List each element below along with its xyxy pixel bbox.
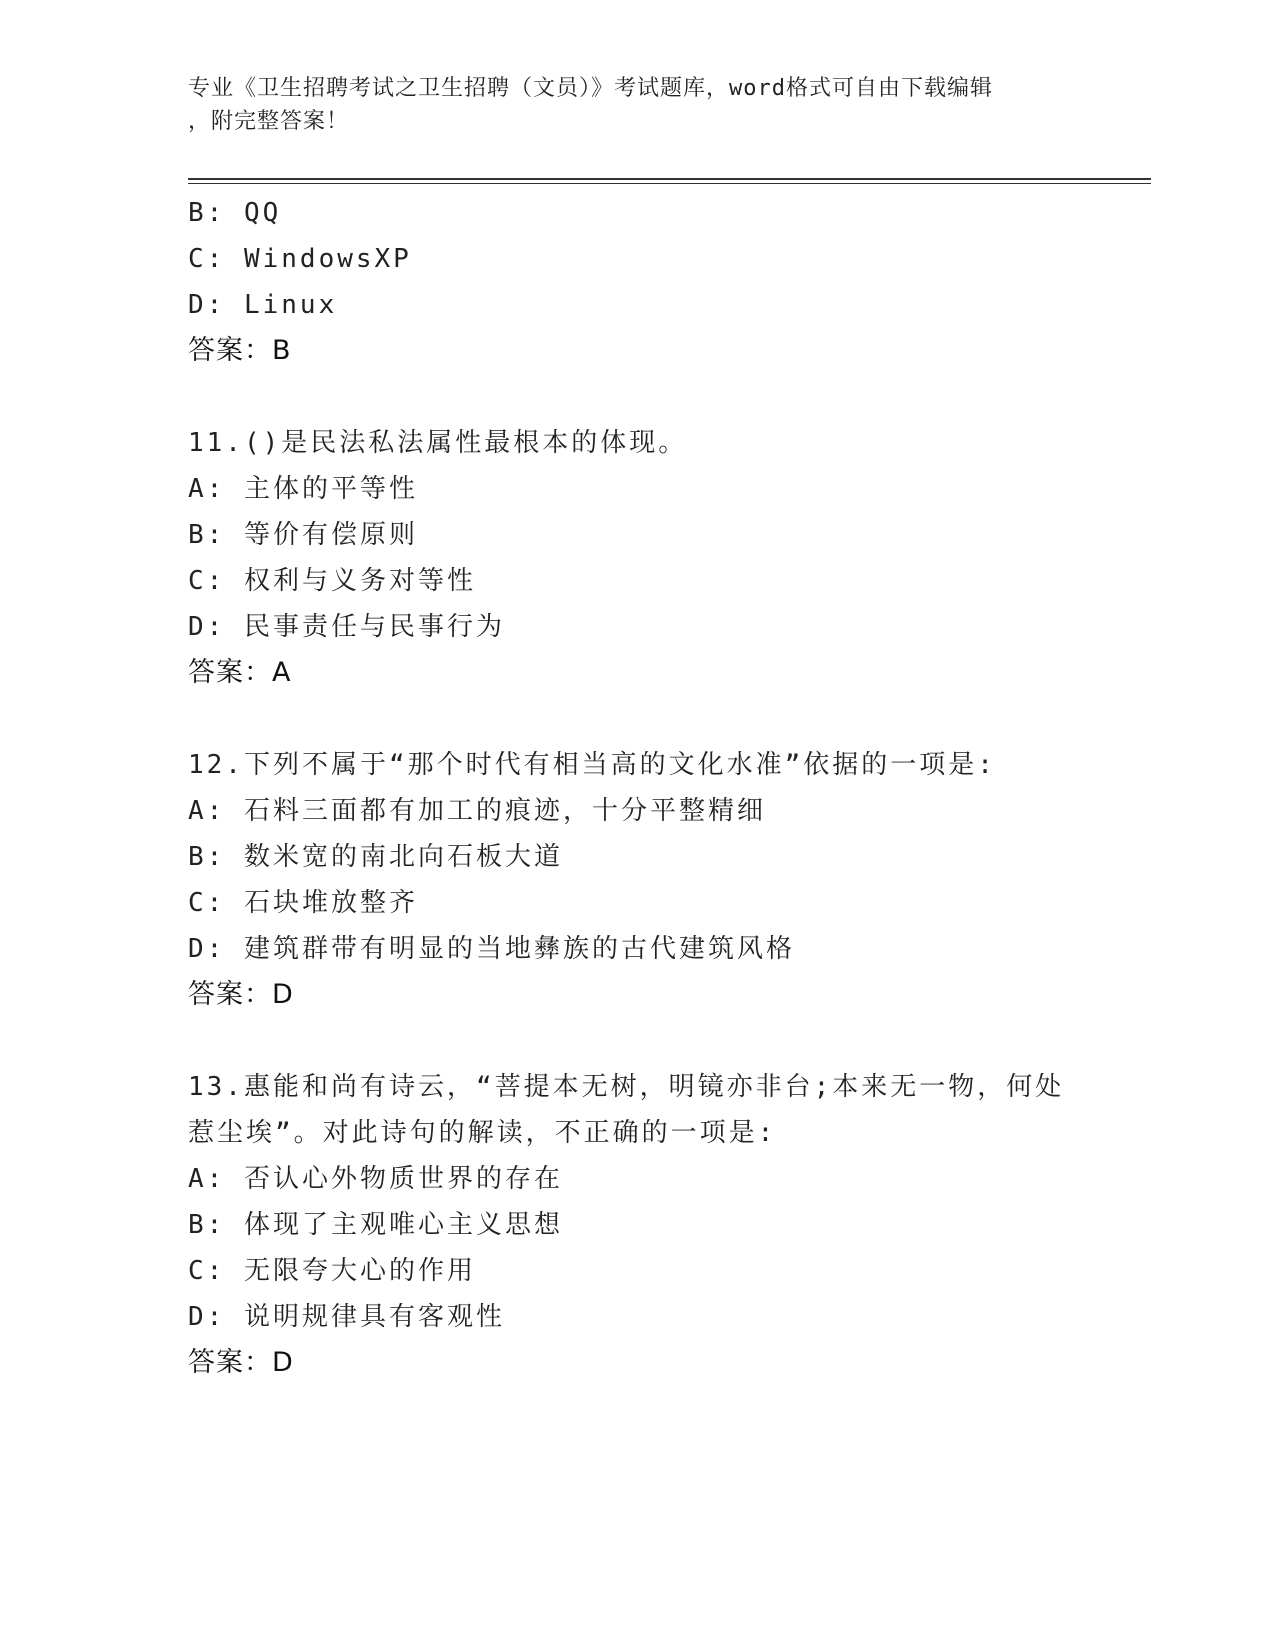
- answer-line: 答案：A: [188, 657, 292, 688]
- option-a: A: 石料三面都有加工的痕迹，十分平整精细: [188, 796, 766, 826]
- question-stem-continued: 惹尘埃”。对此诗句的解读，不正确的一项是:: [188, 1118, 777, 1148]
- option-d: D: 说明规律具有客观性: [188, 1302, 505, 1332]
- question-13: [188, 1064, 1088, 1386]
- header-divider-thin: [188, 183, 1151, 184]
- spacer: [188, 374, 1088, 420]
- option-a: A: 否认心外物质世界的存在: [188, 1164, 563, 1194]
- option-c: C: 无限夸大心的作用: [188, 1256, 476, 1286]
- option-b: B: 等价有偿原则: [188, 520, 418, 550]
- option-c: C: WindowsXP: [188, 244, 412, 274]
- option-a: A: 主体的平等性: [188, 474, 418, 504]
- spacer: [188, 1018, 1088, 1064]
- header-line-2: ，附完整答案！: [188, 109, 350, 134]
- answer-line: 答案：D: [188, 1347, 294, 1378]
- option-b: B: 体现了主观唯心主义思想: [188, 1210, 563, 1240]
- question-stem: 12.下列不属于“那个时代有相当高的文化水准”依据的一项是:: [188, 750, 996, 780]
- question-10-continued: [188, 190, 1088, 374]
- question-11: [188, 420, 1088, 696]
- spacer: [188, 696, 1088, 742]
- header-line-1: 专业《卫生招聘考试之卫生招聘（文员）》考试题库，word格式可自由下载编辑: [188, 76, 993, 101]
- header-divider-thick: [188, 178, 1151, 180]
- question-stem: 11.()是民法私法属性最根本的体现。: [188, 428, 688, 458]
- question-stem: 13.惠能和尚有诗云，“菩提本无树，明镜亦非台;本来无一物，何处: [188, 1072, 1065, 1102]
- document-header: [188, 72, 1068, 138]
- option-d: D: 建筑群带有明显的当地彝族的古代建筑风格: [188, 934, 795, 964]
- option-b: B: QQ: [188, 198, 282, 228]
- answer-line: 答案：B: [188, 335, 292, 366]
- question-list: [188, 190, 1088, 1386]
- option-b: B: 数米宽的南北向石板大道: [188, 842, 563, 872]
- answer-line: 答案：D: [188, 979, 294, 1010]
- option-c: C: 权利与义务对等性: [188, 566, 476, 596]
- question-12: [188, 742, 1088, 1018]
- option-d: D: 民事责任与民事行为: [188, 612, 505, 642]
- option-c: C: 石块堆放整齐: [188, 888, 418, 918]
- option-d: D: Linux: [188, 290, 338, 320]
